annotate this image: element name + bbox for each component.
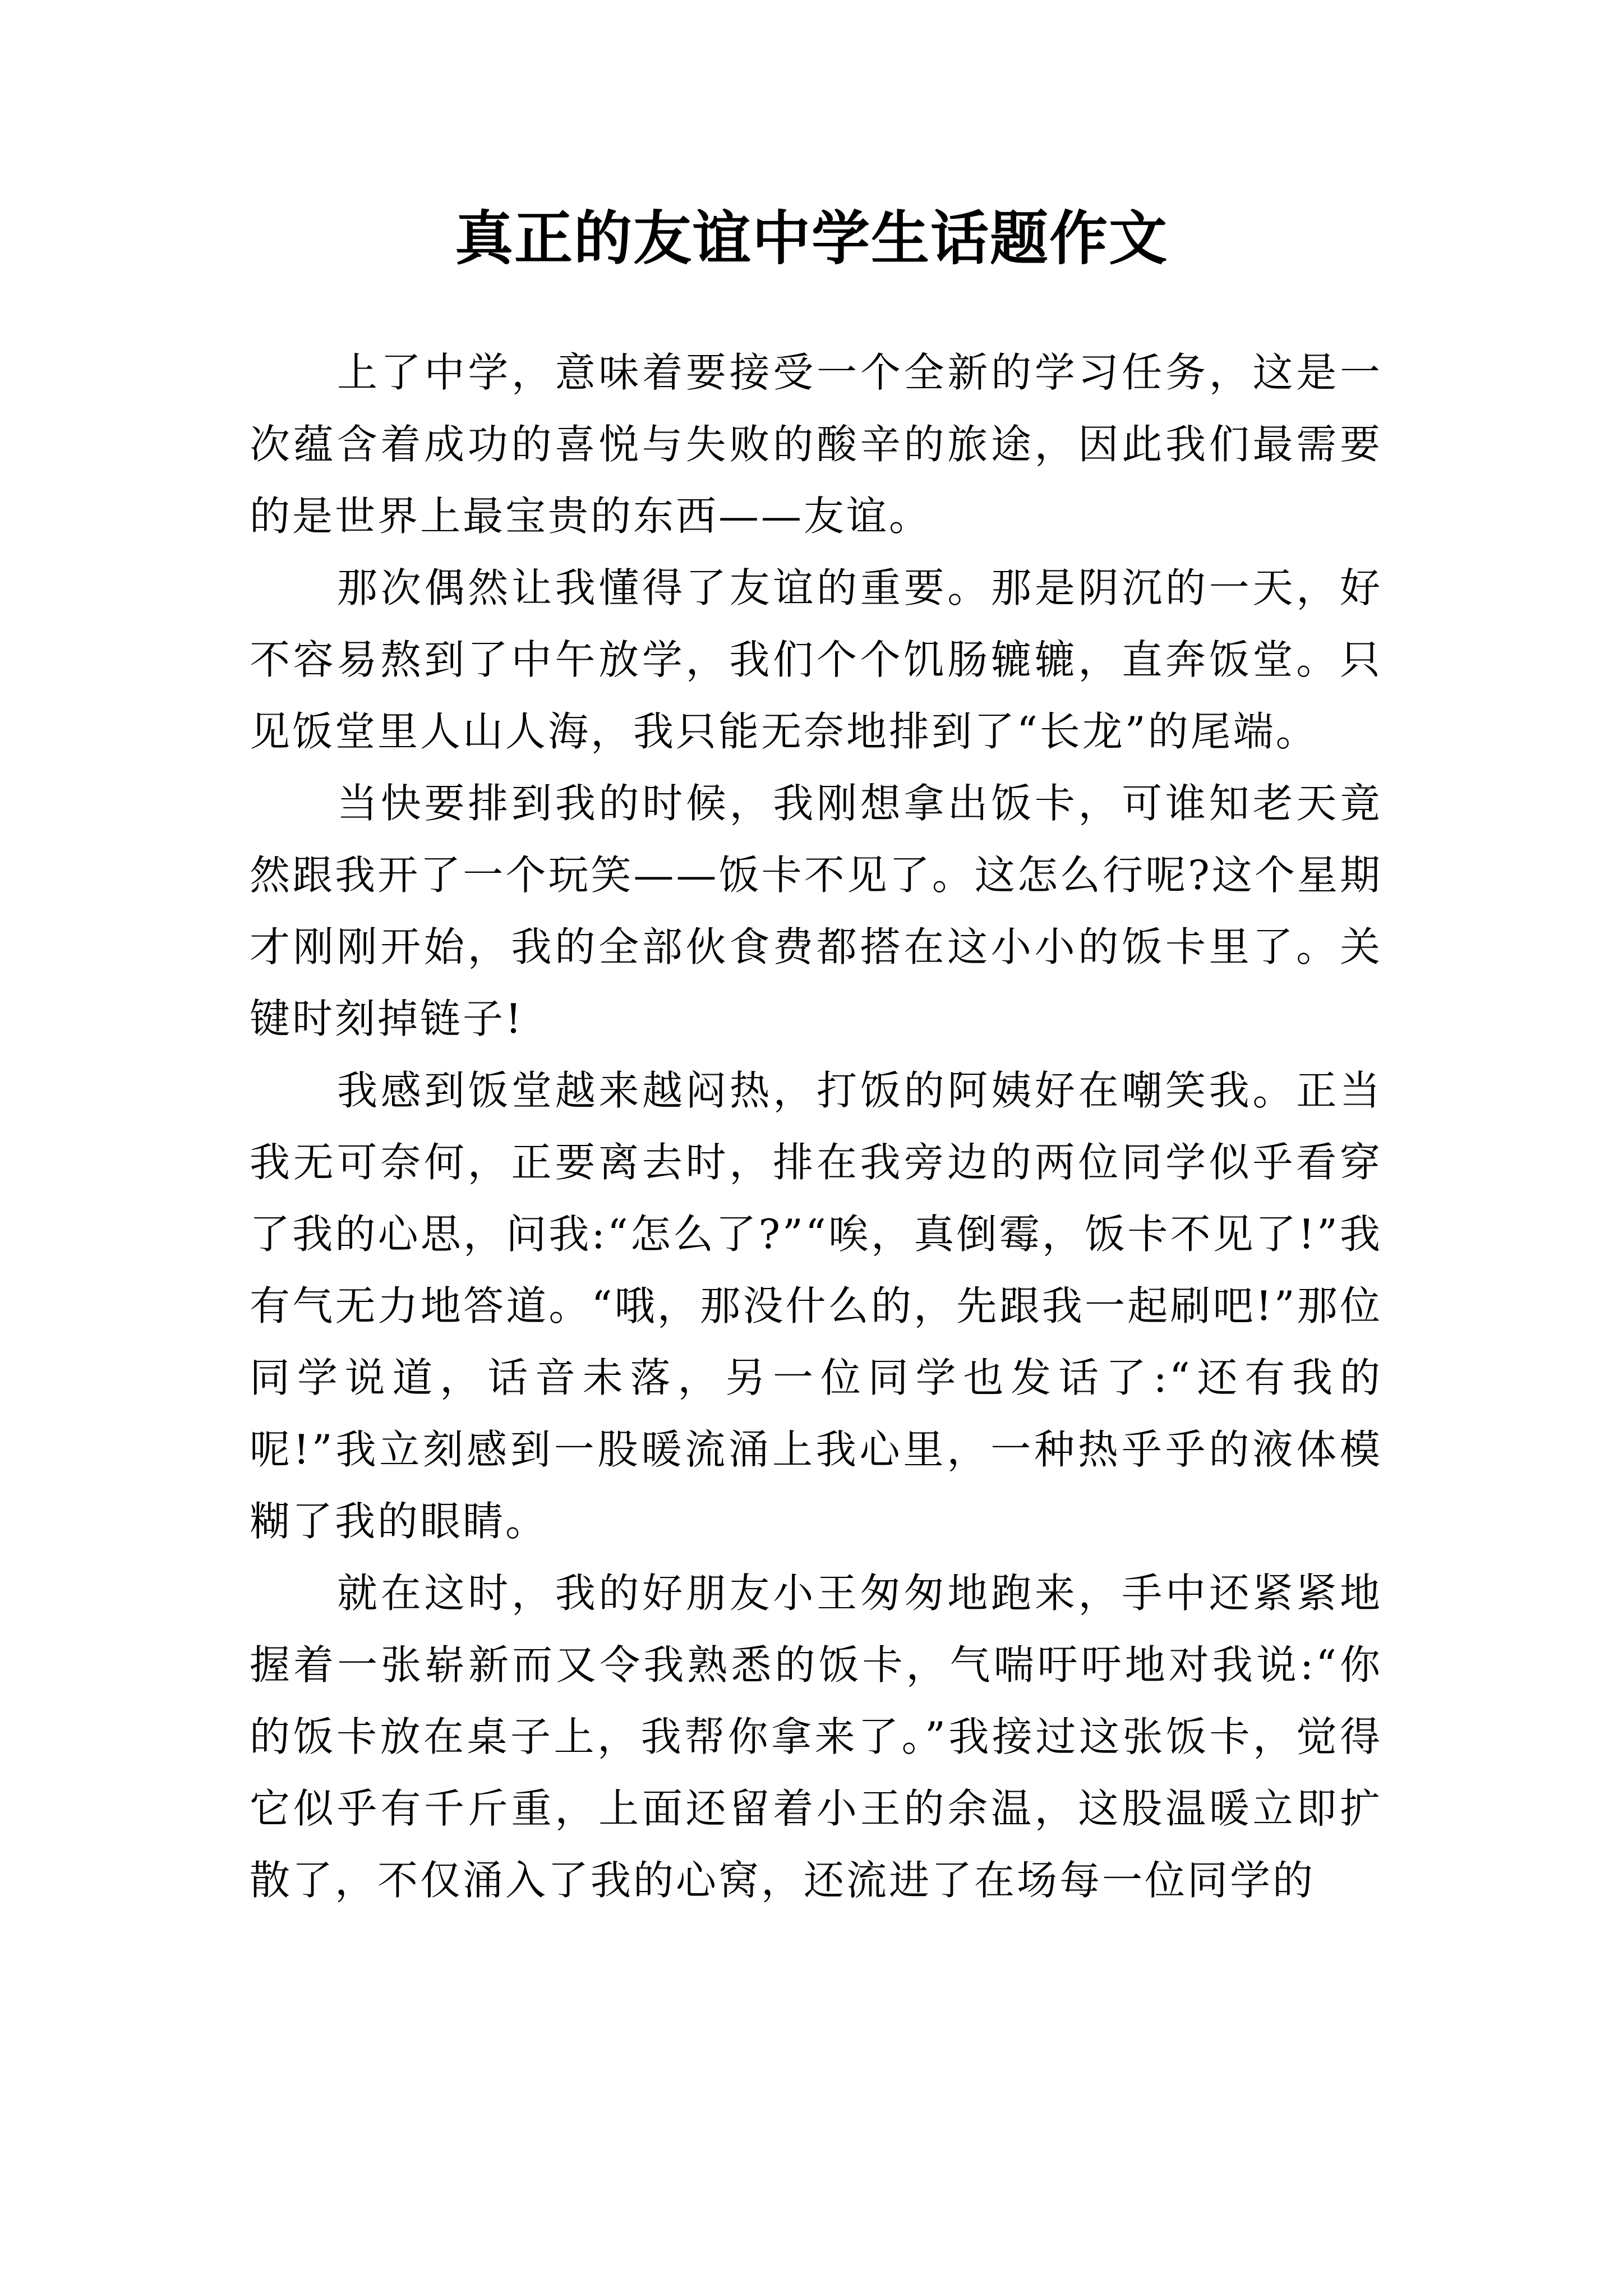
document-body: [250, 337, 1382, 1916]
paragraph-2: 那次偶然让我懂得了友谊的重要。那是阴沉的一天，好不容易熬到了中午放学，我们个个饥肠辘辘，直奔饭堂。只见饭堂里人山人海，我只能无奈地排到了“长龙”的尾端。: [250, 564, 1382, 755]
paragraph-3: 当快要排到我的时候，我刚想拿出饭卡，可谁知老天竟然跟我开了一个玩笑——饭卡不见了。这怎么行呢?这个星期才刚刚开始，我的全部伙食费都搭在这小小的饭卡里了。关键时刻掉链子!: [250, 780, 1382, 1042]
paragraph-1: 上了中学，意味着要接受一个全新的学习任务，这是一次蕴含着成功的喜悦与失败的酸辛的旅途，因此我们最需要的是世界上最宝贵的东西——友谊。: [250, 349, 1382, 540]
document-title: 真正的友谊中学生话题作文: [454, 204, 1168, 273]
paragraph-4: 我感到饭堂越来越闷热，打饭的阿姨好在嘲笑我。正当我无可奈何，正要离去时，排在我旁边的两位同学似乎看穿了我的心思，问我:“怎么了?”“唉，真倒霉，饭卡不见了!”我有气无力地答道。“哦，那没什么的，先跟我一起刷吧!”那位同学说道，话音未落，另一位同学也发话了:“还有我的呢!”我立刻感到一股暖流涌上我心里，一种热乎乎的液体模糊了我的眼睛。: [250, 1067, 1382, 1545]
paragraph-5: 就在这时，我的好朋友小王匆匆地跑来，手中还紧紧地握着一张崭新而又令我熟悉的饭卡，气喘吁吁地对我说:“你的饭卡放在桌子上，我帮你拿来了。”我接过这张饭卡，觉得它似乎有千斤重，上面还留着小王的余温，这股温暖立即扩散了，不仅涌入了我的心窝，还流进了在场每一位同学的: [250, 1570, 1382, 1904]
